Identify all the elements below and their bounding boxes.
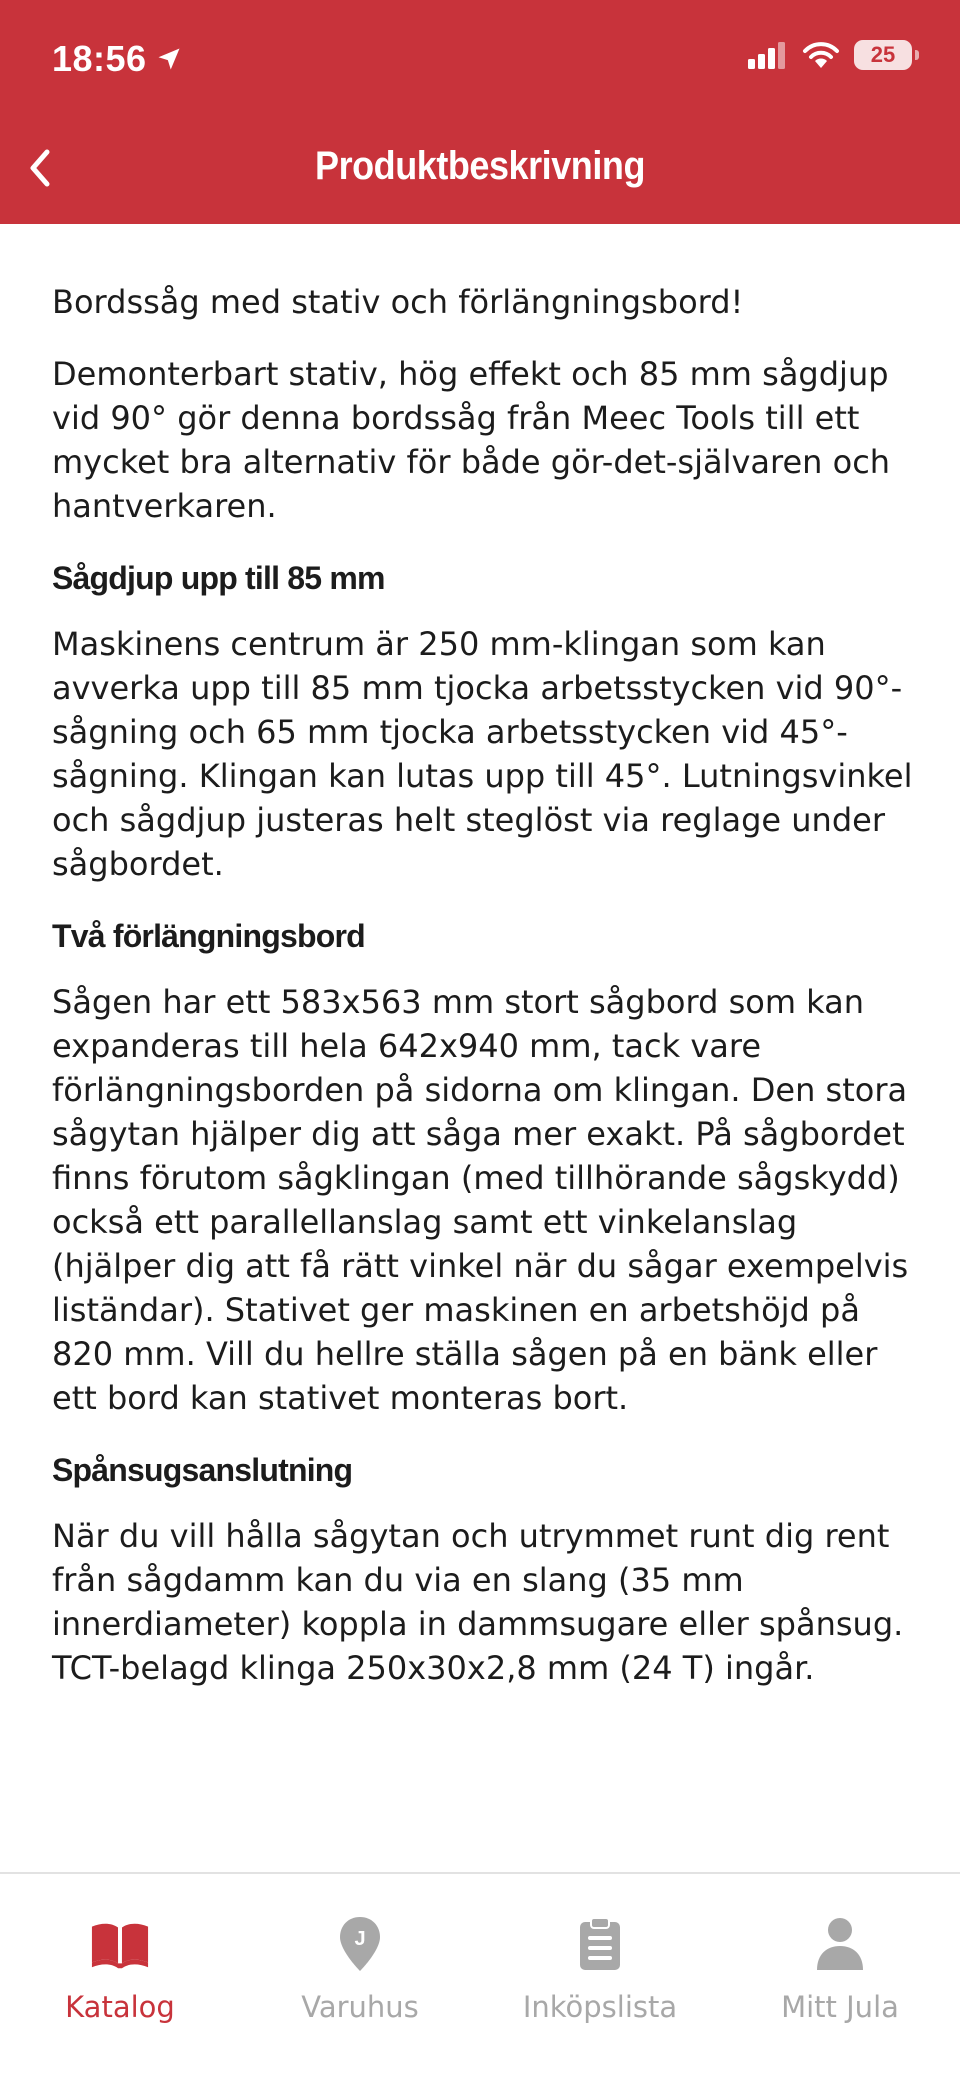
svg-text:J: J [354,1928,366,1950]
app-header [0,0,960,224]
tab-bar [0,1872,960,2078]
page-title: Produktbeskrivning [315,144,645,188]
tab-catalog[interactable] [0,1874,240,2078]
status-time: 18:56 [52,38,183,80]
section-heading: Sågdjup upp till 85 mm [52,560,385,596]
description-intro: Bordssåg med stativ och förlängningsbord! [52,283,744,321]
section-body: Maskinens centrum är 250 mm-klingan som kan avverka upp till 85 mm tjocka arbetsstycken vid 90°-sågning och 65 mm tjocka arbetsstycken vid 45°-sågning. Klingan kan lutas upp till 45°. Lutningsvinkel och sågdjup justeras helt steglöst via reglage under sågbordet. [52,625,913,883]
section-heading: Spånsugsanslutning [52,1452,353,1488]
location-arrow-icon [155,45,183,73]
cellular-signal-icon [748,41,788,69]
user-icon [810,1914,870,1974]
section-body: Sågen har ett 583x563 mm stort sågbord som kan expanderas till hela 642x940 mm, tack vare förlängningsborden på sidorna om klingan. Den stora sågytan hjälper dig att såga mer exakt. På sågbordet finns förutom sågklingan (med tillhörande sågskydd) också ett parallellanslag samt ett vinkelanslag (hjälper dig att få rätt vinkel när du sågar exempelvis liständar). Stativet ger maskinen en arbetshöjd på 820 mm. Vill du hellre ställa sågen på en bänk eller ett bord kan stativet monteras bort. [52,983,909,1417]
tab-account[interactable] [720,1874,960,2078]
clipboard-icon [570,1914,630,1974]
tab-label: Katalog [65,1990,175,2024]
tab-stores[interactable] [240,1874,480,2078]
wifi-icon [802,41,840,69]
battery-indicator: 25 [854,40,912,70]
tab-label: Varuhus [301,1990,419,2024]
section-body: När du vill hålla sågytan och utrymmet runt dig rent från sågdamm kan du via en slang (35 mm innerdiameter) koppla in dammsugare eller spånsug. TCT-belagd klinga 250x30x2,8 mm (24 T) ingår. [52,1517,904,1687]
status-indicators [748,40,912,70]
tab-shopping-list[interactable] [480,1874,720,2078]
tab-label: Mitt Jula [781,1990,899,2024]
section-heading: Två förlängningsbord [52,918,365,954]
book-icon [90,1914,150,1974]
tab-label: Inköpslista [522,1990,678,2024]
map-pin-icon [330,1914,390,1974]
description-lead: Demonterbart stativ, hög effekt och 85 mm sågdjup vid 90° gör denna bordssåg från Meec Tools till ett mycket bra alternativ för både gör-det-självaren och hantverkaren. [52,355,891,525]
product-description [52,280,922,1718]
